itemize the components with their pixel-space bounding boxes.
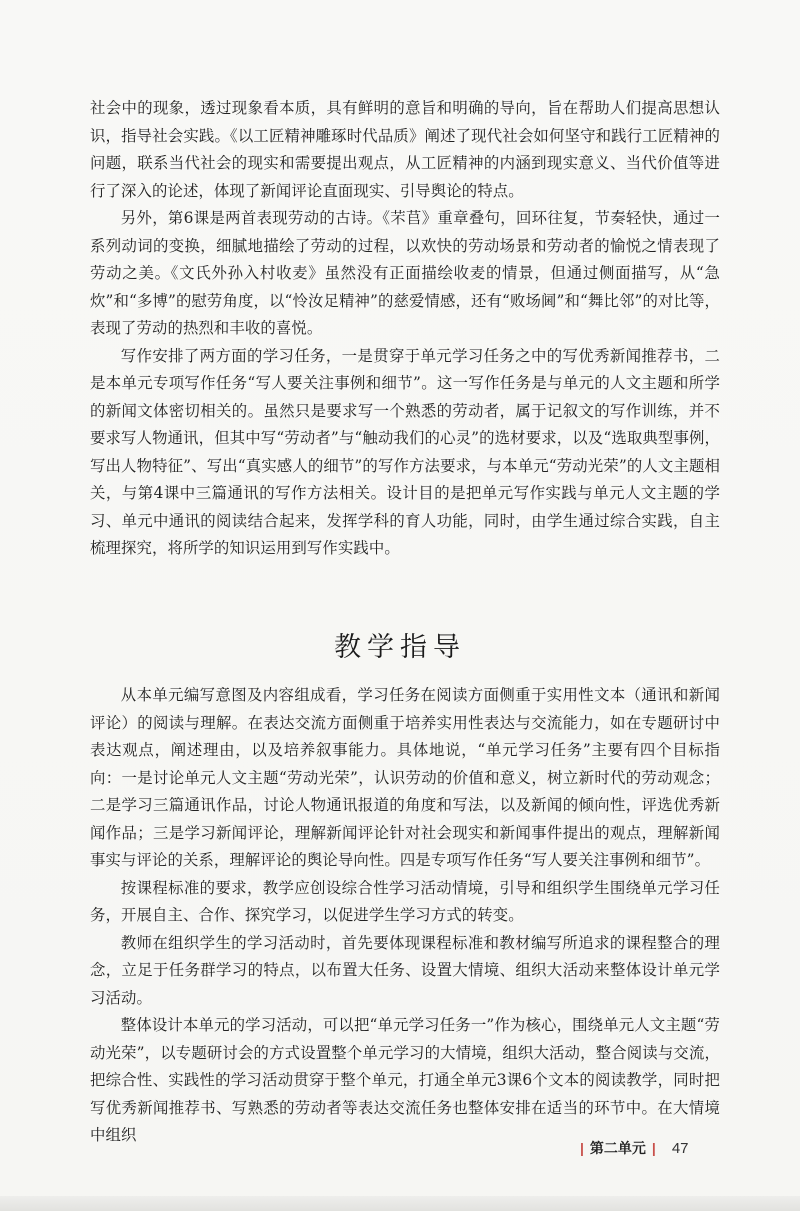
unit-label: 第二单元	[589, 1140, 646, 1156]
page-footer	[580, 1138, 689, 1158]
top-text-block	[90, 95, 720, 563]
paragraph-news-commentary: 社会中的现象，透过现象看本质，具有鲜明的意旨和明确的导向，旨在帮助人们提高思想认识，指导社会实践。《以工匠精神雕琢时代品质》阐述了现代社会如何坚守和践行工匠精神的问题，联系当代社会的现实和需要提出观点，从工匠精神的内涵到现实意义、当代价值等进行了深入的论述，体现了新闻评论直面现实、引导舆论的特点。	[90, 99, 720, 200]
footer-bar-left: |	[580, 1140, 584, 1156]
paragraph-ancient-poems: 另外，第6课是两首表现劳动的古诗。《芣苢》重章叠句，回环往复，节奏轻快，通过一系列动词的变换，细腻地描绘了劳动的过程，以欢快的劳动场景和劳动者的愉悦之情表现了劳动之美。《文氏外孙入村收麦》虽然没有正面描绘收麦的情景，但通过侧面描写，从“急炊”和“多博”的慰劳角度，以“怜汝足精神”的慈爱情感，还有“败场阃”和“舞比邻”的对比等，表现了劳动的热烈和丰收的喜悦。	[90, 209, 720, 337]
bottom-text-block	[90, 682, 720, 1150]
footer-bar-right: |	[651, 1140, 656, 1156]
page-number: 47	[671, 1139, 689, 1157]
page-bottom-edge	[0, 1196, 800, 1211]
paragraph-unit-goals: 从本单元编写意图及内容组成看，学习任务在阅读方面侧重于实用性文本（通讯和新闻评论）的阅读与理解。在表达交流方面侧重于培养实用性表达与交流能力，如在专题研讨中表达观点，阐述理由，以及培养叙事能力。具体地说，“单元学习任务”主要有四个目标指向：一是讨论单元人文主题“劳动光荣”，认识劳动的价值和意义，树立新时代的劳动观念；二是学习三篇通讯作品，讨论人物通讯报道的角度和写法，以及新闻的倾向性，评选优秀新闻作品；三是学习新闻评论，理解新闻评论针对社会现实和新闻事件提出的观点，理解新闻事实与评论的关系，理解评论的舆论导向性。四是专项写作任务“写人要关注事例和细节”。	[90, 686, 720, 869]
paragraph-teacher-organization: 教师在组织学生的学习活动时，首先要体现课程标准和教材编写所追求的课程整合的理念，立足于任务群学习的特点，以布置大任务、设置大情境、组织大活动来整体设计单元学习活动。	[90, 933, 720, 1007]
paragraph-overall-design: 整体设计本单元的学习活动，可以把“单元学习任务一”作为核心，围绕单元人文主题“劳动光荣”，以专题研讨会的方式设置整个单元学习的大情境，组织大活动，整合阅读与交流，把综合性、实践性的学习活动贯穿于整个单元，打通全单元3课6个文本的阅读教学，同时把写优秀新闻推荐书、写熟悉的劳动者等表达交流任务也整体安排在适当的环节中。在大情境中组织	[90, 1016, 720, 1144]
paragraph-writing-tasks: 写作安排了两方面的学习任务，一是贯穿于单元学习任务之中的写优秀新闻推荐书，二是本单元专项写作任务“写人要关注事例和细节”。这一写作任务是与单元的人文主题和所学的新闻文体密切相关的。虽然只是要求写一个熟悉的劳动者，属于记叙文的写作训练，并不要求写人物通讯，但其中写“劳动者”与“触动我们的心灵”的选材要求，以及“选取典型事例，写出人物特征”、写出“真实感人的细节”的写作方法要求，与本单元“劳动光荣”的人文主题相关，与第4课中三篇通讯的写作方法相关。设计目的是把单元写作实践与单元人文主题的学习、单元中通讯的阅读结合起来，发挥学科的育人功能，同时，由学生通过综合实践，自主梳理探究，将所学的知识运用到写作实践中。	[90, 346, 720, 557]
paragraph-curriculum-standard: 按课程标准的要求，教学应创设综合性学习活动情境，引导和组织学生围绕单元学习任务，开展自主、合作、探究学习，以促进学生学习方式的转变。	[90, 878, 720, 924]
section-title: 教学指导	[334, 632, 466, 663]
